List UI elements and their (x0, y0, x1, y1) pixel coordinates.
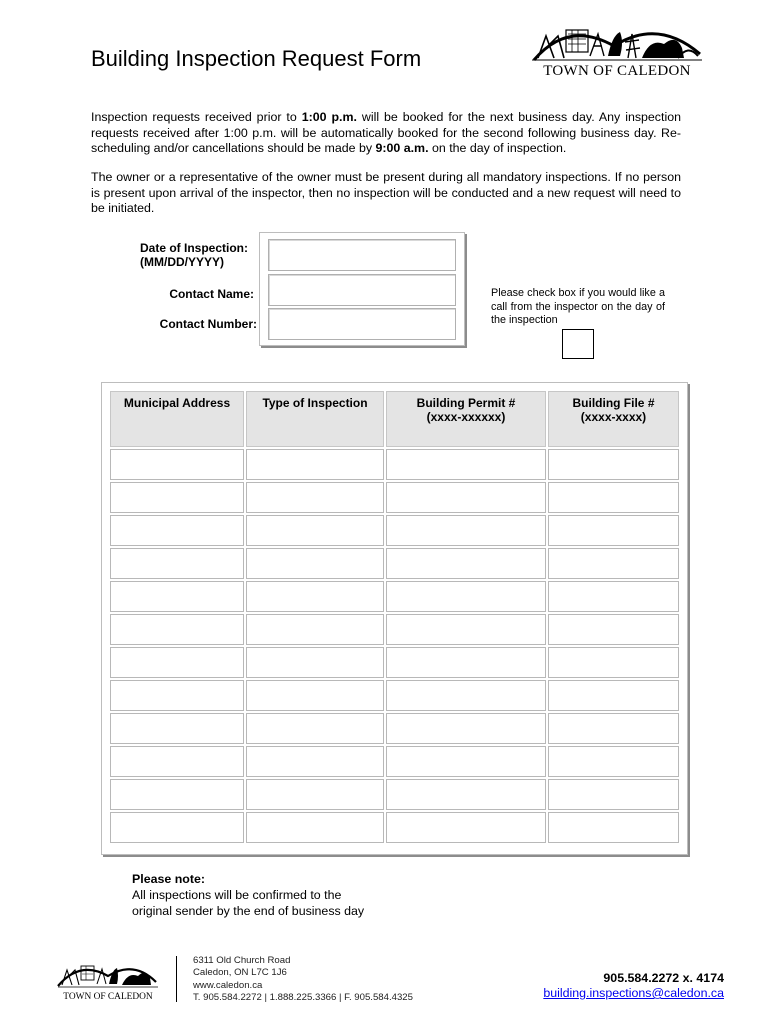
table-cell-input[interactable] (110, 581, 244, 612)
table-cell-input[interactable] (548, 482, 679, 513)
table-cell-input[interactable] (246, 515, 384, 546)
please-note: Please note: All inspections will be confirmed to the original sender by the end of business day (132, 872, 365, 918)
table-cell-input[interactable] (246, 680, 384, 711)
booking-paragraph: Inspection requests received prior to 1:00 p.m. will be booked for the next business day. Any inspection requests received after 1:00 p.m. will be automatically booked for the second following business day. Re-scheduling and/or cancellations should be made by 9:00 a.m. on the day of inspection. (91, 110, 681, 156)
table-cell-input[interactable] (548, 548, 679, 579)
table-cell-input[interactable] (548, 449, 679, 480)
footer-website-link[interactable]: www.caledon.ca (193, 979, 263, 991)
callback-checkbox[interactable] (562, 329, 594, 359)
date-of-inspection-field[interactable] (268, 239, 456, 271)
table-cell-input[interactable] (386, 515, 546, 546)
page-title: Building Inspection Request Form (91, 46, 422, 71)
table-cell-input[interactable] (110, 548, 244, 579)
table-row (110, 713, 679, 744)
contact-number-field[interactable] (268, 308, 456, 340)
table-cell-input[interactable] (246, 713, 384, 744)
footer-logo (56, 958, 160, 1004)
table-cell-input[interactable] (110, 614, 244, 645)
table-cell-input[interactable] (110, 482, 244, 513)
table-row (110, 482, 679, 513)
table-cell-input[interactable] (548, 680, 679, 711)
table-row (110, 812, 679, 843)
column-header-municipal-address: Municipal Address (110, 391, 244, 447)
table-cell-input[interactable] (548, 812, 679, 843)
table-row (110, 614, 679, 645)
footer-logo-wordmark: TOWN OF CALEDON (63, 992, 153, 1002)
table-cell-input[interactable] (386, 482, 546, 513)
logo-wordmark: TOWN OF CALEDON (543, 63, 691, 78)
table-cell-input[interactable] (110, 647, 244, 678)
table-cell-input[interactable] (110, 449, 244, 480)
table-cell-input[interactable] (246, 548, 384, 579)
table-cell-input[interactable] (548, 746, 679, 777)
table-cell-input[interactable] (110, 779, 244, 810)
table-cell-input[interactable] (246, 812, 384, 843)
town-logo-icon (528, 22, 706, 78)
table-cell-input[interactable] (548, 647, 679, 678)
callback-note: Please check box if you would like a call from the inspector on the day of the inspection (491, 287, 665, 327)
table-cell-input[interactable] (110, 515, 244, 546)
footer-address: 6311 Old Church Road Caledon, ON L7C 1J6 www.caledon.ca T. 905.584.2272 | 1.888.225.3366 | F. 905.584.4325 (193, 955, 413, 1004)
table-cell-input[interactable] (386, 581, 546, 612)
table-row (110, 746, 679, 777)
table-cell-input[interactable] (246, 449, 384, 480)
table-row (110, 779, 679, 810)
table-cell-input[interactable] (386, 548, 546, 579)
table-cell-input[interactable] (110, 713, 244, 744)
inspection-table (101, 382, 688, 855)
contact-info-box (259, 232, 465, 346)
table-cell-input[interactable] (548, 713, 679, 744)
table-row (110, 581, 679, 612)
table-cell-input[interactable] (246, 779, 384, 810)
table-cell-input[interactable] (386, 680, 546, 711)
table-cell-input[interactable] (110, 680, 244, 711)
table-cell-input[interactable] (548, 581, 679, 612)
contact-name-field[interactable] (268, 274, 456, 306)
footer-logo-icon (56, 958, 160, 1004)
contact-name-label: Contact Name: (169, 287, 254, 301)
table-row (110, 515, 679, 546)
footer-divider (176, 956, 177, 1002)
inspection-contact (543, 971, 724, 1001)
table-cell-input[interactable] (386, 779, 546, 810)
table-row (110, 680, 679, 711)
table-cell-input[interactable] (246, 581, 384, 612)
column-header-building-permit: Building Permit # (xxxx-xxxxxx) (386, 391, 546, 447)
table-cell-input[interactable] (110, 812, 244, 843)
table-cell-input[interactable] (246, 647, 384, 678)
table-cell-input[interactable] (386, 614, 546, 645)
inspection-phone: 905.584.2272 x. 4174 (603, 971, 724, 985)
column-header-building-file: Building File # (xxxx-xxxx) (548, 391, 679, 447)
table-cell-input[interactable] (386, 746, 546, 777)
inspection-email-link[interactable]: building.inspections@caledon.ca (543, 986, 724, 1000)
table-cell-input[interactable] (548, 614, 679, 645)
table-cell-input[interactable] (386, 713, 546, 744)
table-cell-input[interactable] (548, 779, 679, 810)
table-cell-input[interactable] (386, 647, 546, 678)
table-cell-input[interactable] (110, 746, 244, 777)
table-row (110, 449, 679, 480)
owner-paragraph: The owner or a representative of the owner must be present during all mandatory inspections. If no person is present upon arrival of the inspector, then no inspection will be conducted and a new request will need to be initiated. (91, 170, 681, 216)
table-cell-input[interactable] (548, 515, 679, 546)
table-cell-input[interactable] (246, 482, 384, 513)
table-cell-input[interactable] (246, 614, 384, 645)
table-cell-input[interactable] (386, 449, 546, 480)
column-header-type-of-inspection: Type of Inspection (246, 391, 384, 447)
table-row (110, 548, 679, 579)
date-label: Date of Inspection: (MM/DD/YYYY) (140, 241, 249, 269)
table-cell-input[interactable] (386, 812, 546, 843)
table-cell-input[interactable] (246, 746, 384, 777)
contact-number-label: Contact Number: (159, 317, 257, 331)
table-row (110, 647, 679, 678)
town-logo (528, 22, 706, 78)
